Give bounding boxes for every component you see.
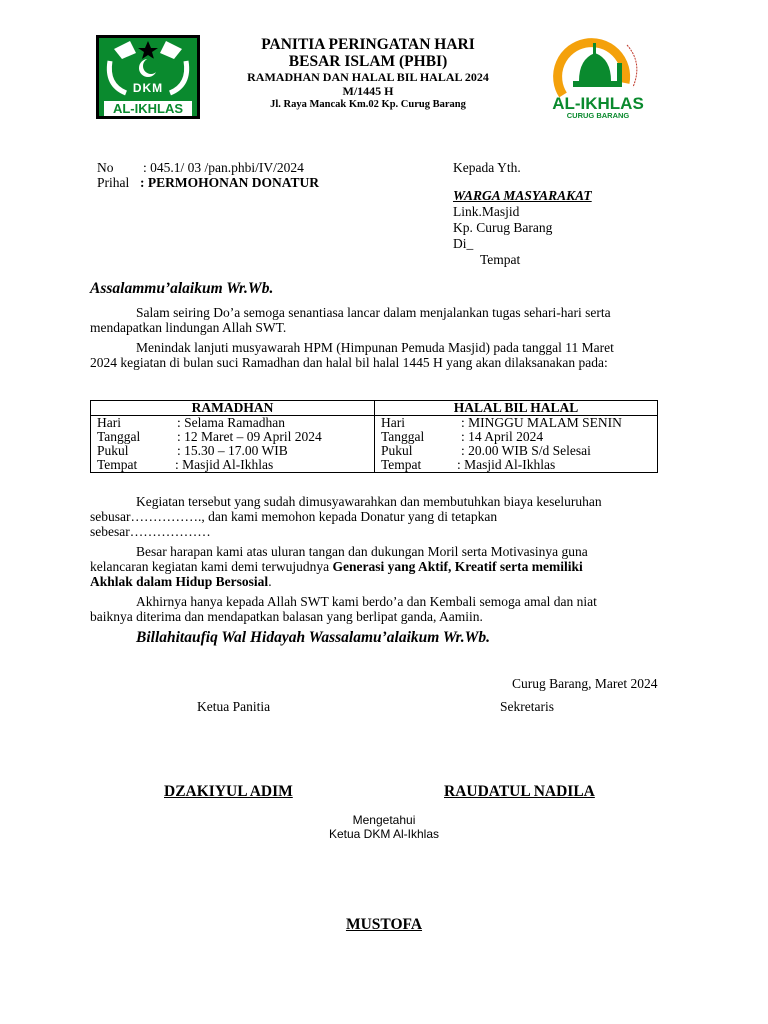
table-row — [381, 430, 651, 444]
table-row — [381, 444, 651, 458]
paragraph-2 — [90, 340, 690, 370]
paragraph-4-line3 — [90, 574, 690, 589]
ramadhan-time-label: Pukul — [97, 443, 129, 458]
header-line1: PANITIA PERINGATAN HARI — [261, 36, 475, 53]
name-secretary: RAUDATUL NADILA — [444, 783, 595, 800]
halal-place-value: : Masjid Al-Ikhlas — [457, 457, 556, 472]
paragraph-1-line1: Salam seiring Do’a semoga senantiasa lancar dalam menjalankan tugas sehari-hari serta — [136, 305, 611, 320]
paragraph-2-line2: 2024 kegiatan di bulan suci Ramadhan dan halal bil halal 1445 H yang akan dilaksanakan pada: — [90, 355, 608, 370]
table-row — [97, 458, 368, 472]
name-chairman: DZAKIYUL ADIM — [164, 783, 293, 800]
halal-details — [375, 416, 658, 473]
no-label: No — [97, 160, 114, 175]
closing: Billahitaufiq Wal Hidayah Wassalamu’alaikum Wr.Wb. — [136, 629, 491, 646]
header-line4: M/1445 H — [342, 84, 394, 98]
table-row — [97, 444, 368, 458]
halal-time-value: : 20.00 WIB S/d Selesai — [461, 443, 591, 458]
table-row — [97, 416, 368, 430]
header-address: Jl. Raya Mancak Km.02 Kp. Curug Barang — [270, 99, 466, 110]
ramadhan-date-label: Tanggal — [97, 429, 141, 444]
paragraph-4-line2 — [90, 559, 690, 574]
recipient-line1: Link.Masjid — [453, 204, 520, 219]
acknowledged-label: Mengetahui — [352, 813, 416, 827]
paragraph-4 — [90, 544, 690, 589]
al-ikhlas-logo — [533, 33, 658, 123]
acknowledged-role: Ketua DKM Al-Ikhlas — [328, 827, 440, 841]
halal-day-label: Hari — [381, 415, 405, 430]
ramadhan-time-value: : 15.30 – 17.00 WIB — [177, 443, 288, 458]
paragraph-2-line1: Menindak lanjuti musyawarah HPM (Himpunan Pemuda Masjid) pada tanggal 11 Maret — [136, 340, 614, 355]
paragraph-5 — [90, 594, 690, 624]
place-date: Curug Barang, Maret 2024 — [512, 676, 658, 691]
event-table — [90, 400, 658, 473]
ramadhan-place-value: : Masjid Al-Ikhlas — [175, 457, 274, 472]
prihal-label: Prihal — [97, 175, 130, 190]
header-line2: BESAR ISLAM (PHBI) — [288, 53, 448, 70]
paragraph-5-line1: Akhirnya hanya kepada Allah SWT kami berdo’a dan Kembali semoga amal dan niat — [136, 594, 597, 609]
ramadhan-details — [91, 416, 375, 473]
role-secretary: Sekretaris — [500, 699, 554, 714]
recipient-line2: Kp. Curug Barang — [453, 220, 553, 235]
table-header-halal: HALAL BIL HALAL — [375, 401, 658, 416]
recipient-line4: Tempat — [480, 252, 521, 267]
paragraph-3 — [90, 494, 690, 539]
ramadhan-place-label: Tempat — [97, 457, 138, 472]
paragraph-1-line2: mendapatkan lindungan Allah SWT. — [90, 320, 287, 335]
table-row — [381, 458, 651, 472]
ramadhan-day-label: Hari — [97, 415, 121, 430]
recipient-line3: Di_ — [453, 236, 474, 251]
paragraph-4-line3-end: . — [268, 574, 272, 589]
dkm-logo-text2: AL-IKHLAS — [112, 101, 184, 116]
halal-time-label: Pukul — [381, 443, 413, 458]
paragraph-3-line2: sebusar……………., dan kami memohon kepada Donatur yang di tetapkan — [90, 509, 498, 524]
role-chairman: Ketua Panitia — [197, 699, 271, 714]
paragraph-4-line2-plain: kelancaran kegiatan kami demi terwujudnya — [90, 559, 333, 574]
ramadhan-date-value: : 12 Maret – 09 April 2024 — [177, 429, 322, 444]
dkm-logo-text1: DKM — [132, 81, 164, 95]
paragraph-4-line1: Besar harapan kami atas uluran tangan dan dukungan Moril serta Motivasinya guna — [136, 544, 588, 559]
halal-place-label: Tempat — [381, 457, 422, 472]
dkm-logo — [96, 35, 200, 119]
paragraph-4-line2-bold: Generasi yang Aktif, Kreatif serta memiliki — [332, 559, 583, 574]
recipient-to: Kepada Yth. — [453, 160, 521, 175]
letterhead — [200, 36, 536, 111]
halal-date-value: : 14 April 2024 — [461, 429, 544, 444]
recipient-name: WARGA MASYARAKAT — [453, 188, 592, 203]
paragraph-1 — [90, 305, 690, 335]
table-row — [381, 416, 651, 430]
letter-number-row — [97, 160, 304, 176]
paragraph-4-line3-bold: Akhlak dalam Hidup Bersosial — [90, 574, 269, 589]
letter-subject-row — [97, 175, 319, 191]
ramadhan-day-value: : Selama Ramadhan — [177, 415, 285, 430]
halal-day-value: : MINGGU MALAM SENIN — [461, 415, 622, 430]
paragraph-5-line2: baiknya diterima dan mendapatkan balasan yang berlipat ganda, Aamiin. — [90, 609, 483, 624]
no-value: : 045.1/ 03 /pan.phbi/IV/2024 — [143, 160, 304, 175]
name-dkm-chairman: MUSTOFA — [345, 916, 423, 933]
paragraph-3-line3: sebesar……………… — [90, 524, 211, 539]
table-row — [97, 430, 368, 444]
halal-date-label: Tanggal — [381, 429, 425, 444]
table-header-ramadhan: RAMADHAN — [91, 401, 375, 416]
prihal-value: : PERMOHONAN DONATUR — [140, 175, 319, 190]
al-ikhlas-logo-text1: AL-IKHLAS — [552, 94, 644, 113]
greeting: Assalammu’alaikum Wr.Wb. — [90, 280, 274, 297]
header-line3: RAMADHAN DAN HALAL BIL HALAL 2024 — [247, 70, 489, 84]
paragraph-3-line1: Kegiatan tersebut yang sudah dimusyawarahkan dan membutuhkan biaya keseluruhan — [136, 494, 602, 509]
recipient-block — [453, 160, 713, 268]
al-ikhlas-logo-text2: CURUG BARANG — [566, 111, 630, 120]
